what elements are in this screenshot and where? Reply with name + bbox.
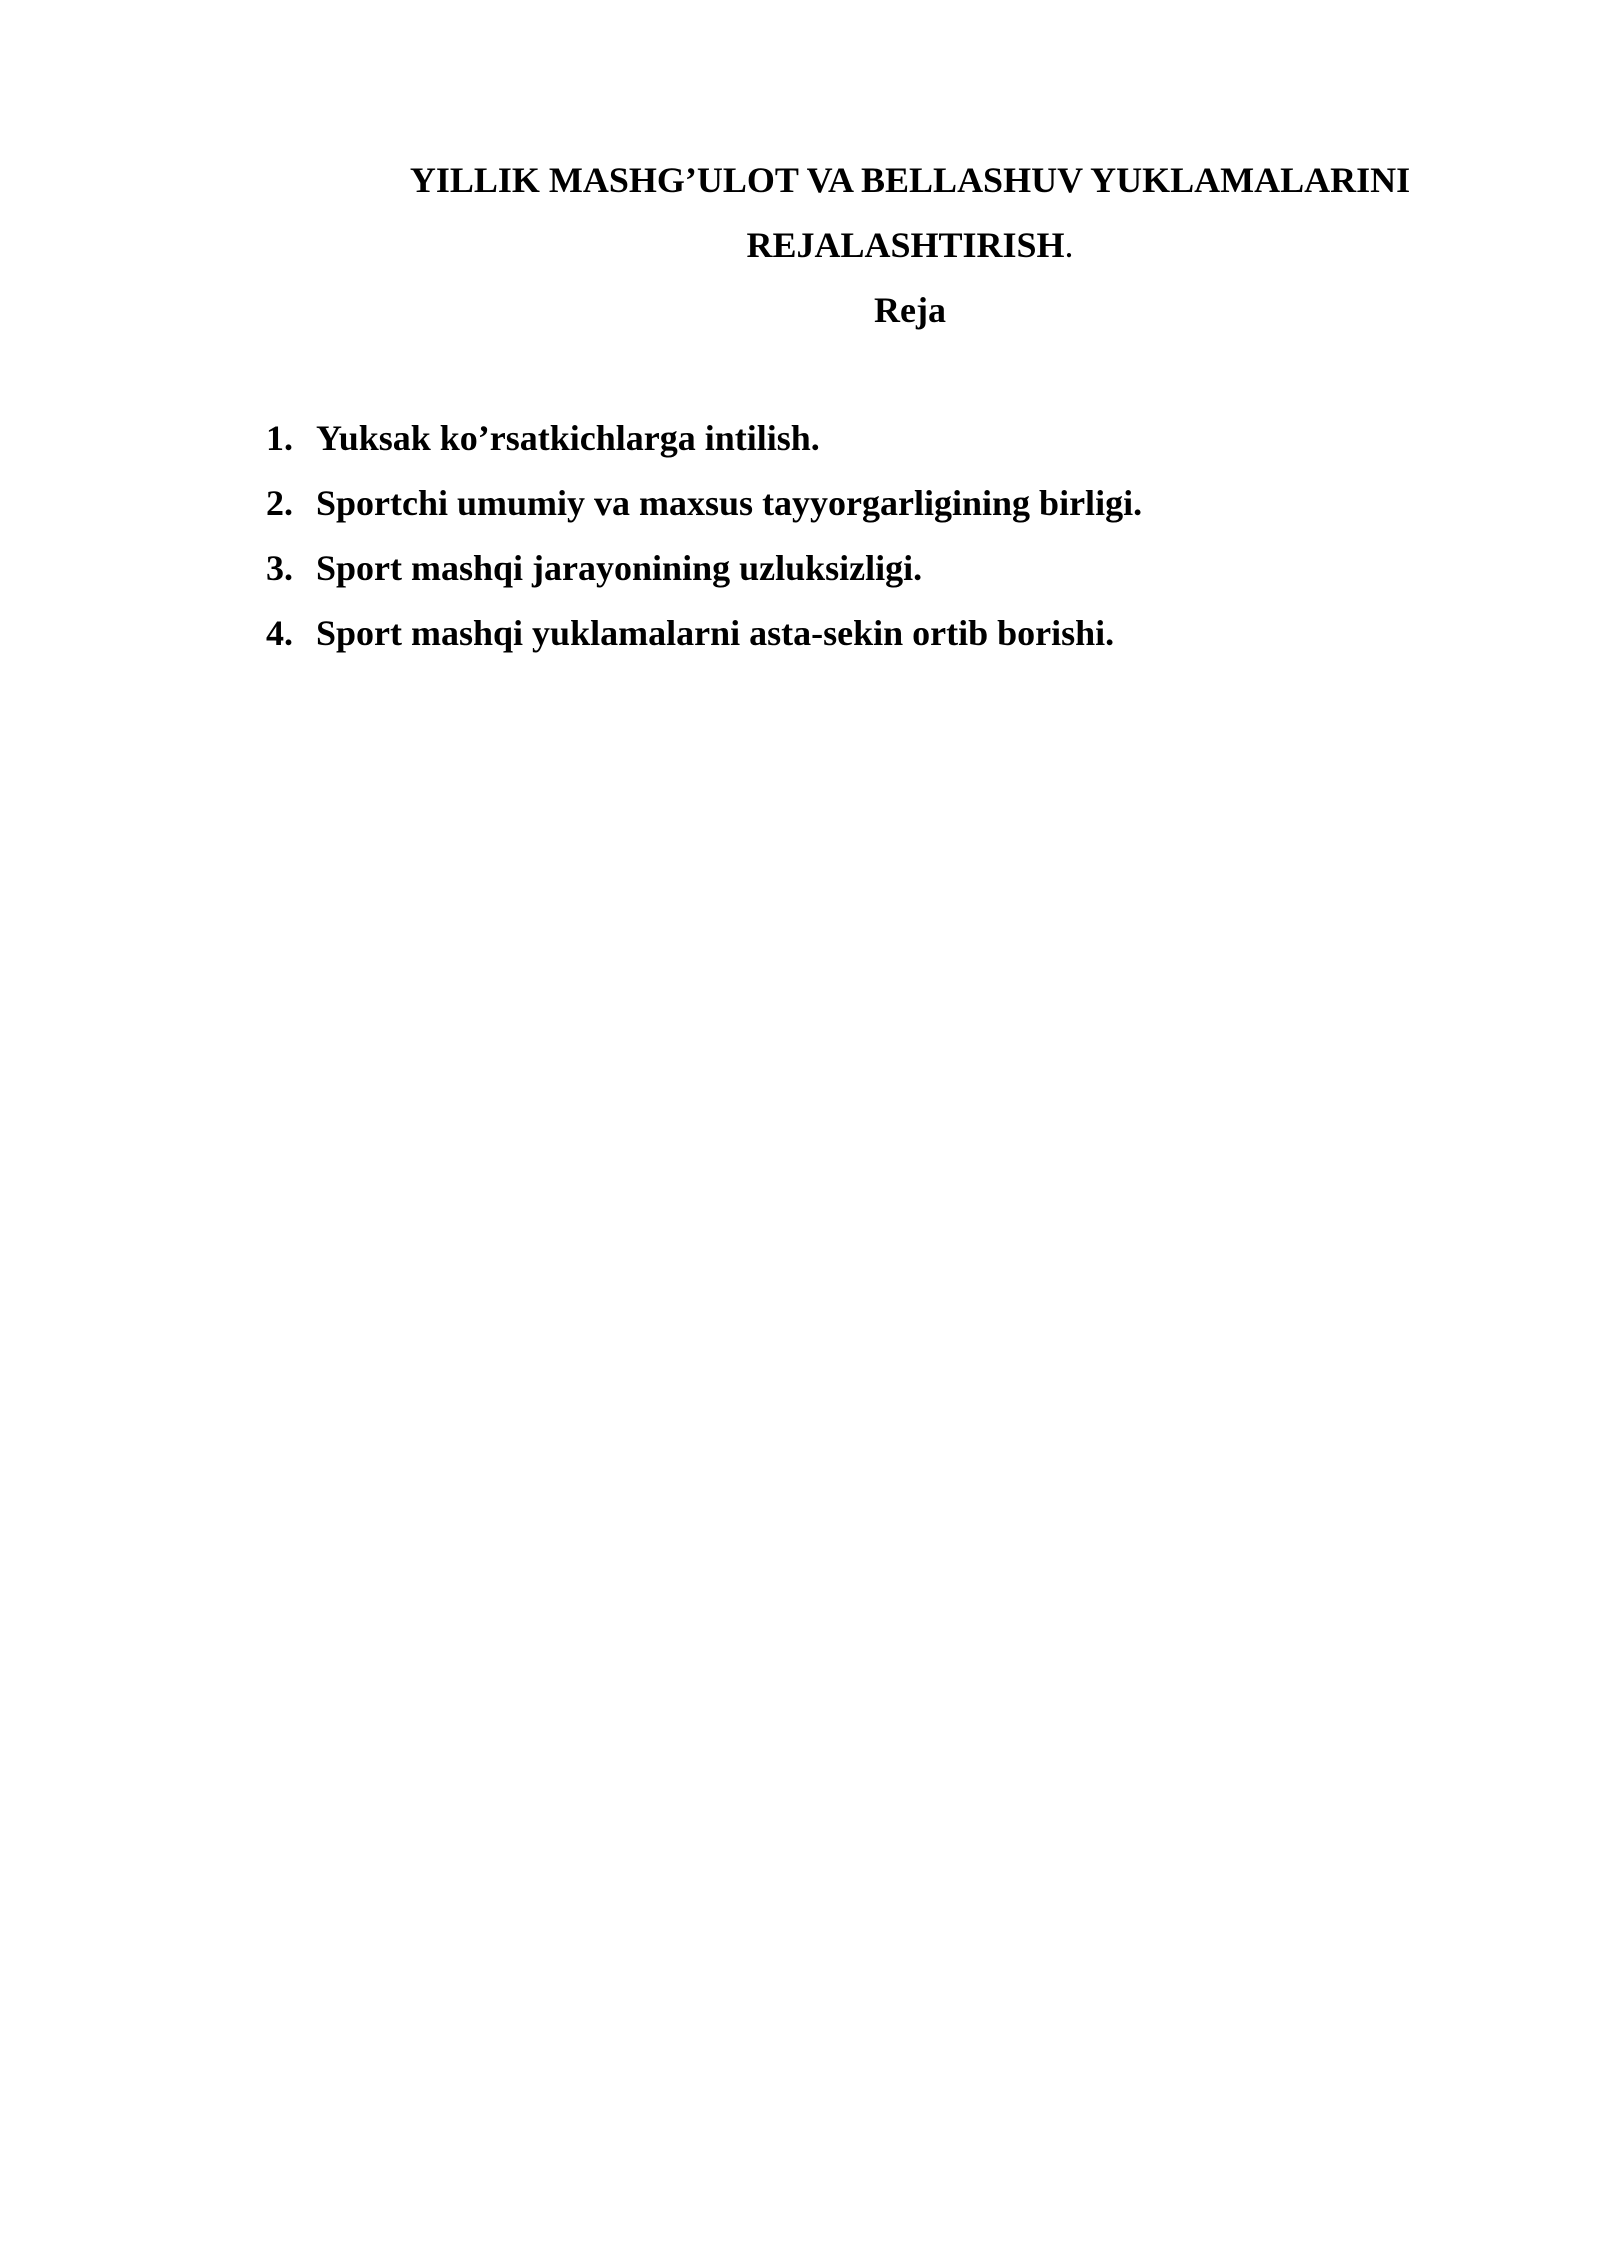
title-block [260, 148, 1560, 343]
plan-item-text: Sport mashqi yuklamalarni asta-sekin ortib borishi. [316, 613, 1115, 653]
plan-item-number: 3. [266, 548, 293, 588]
document-title-line-2 [260, 213, 1560, 278]
document-title-period: . [1064, 225, 1074, 265]
plan-list [266, 406, 1142, 666]
document-title-text: REJALASHTIRISH [746, 225, 1065, 265]
document-title-line-1: YILLIK MASHG’ULOT VA BELLASHUV YUKLAMALARINI [409, 160, 1411, 200]
plan-heading: Reja [874, 290, 946, 330]
plan-item-text: Yuksak ko’rsatkichlarga intilish. [316, 418, 820, 458]
plan-item-number: 1. [266, 418, 293, 458]
plan-item-1 [266, 406, 1142, 471]
plan-item-text: Sport mashqi jarayonining uzluksizligi. [316, 548, 923, 588]
plan-item-3 [266, 536, 1142, 601]
plan-item-number: 4. [266, 613, 293, 653]
plan-item-2 [266, 471, 1142, 536]
plan-item-text: Sportchi umumiy va maxsus tayyorgarligining birligi. [316, 483, 1143, 523]
plan-item-number: 2. [266, 483, 293, 523]
plan-item-4 [266, 601, 1142, 666]
